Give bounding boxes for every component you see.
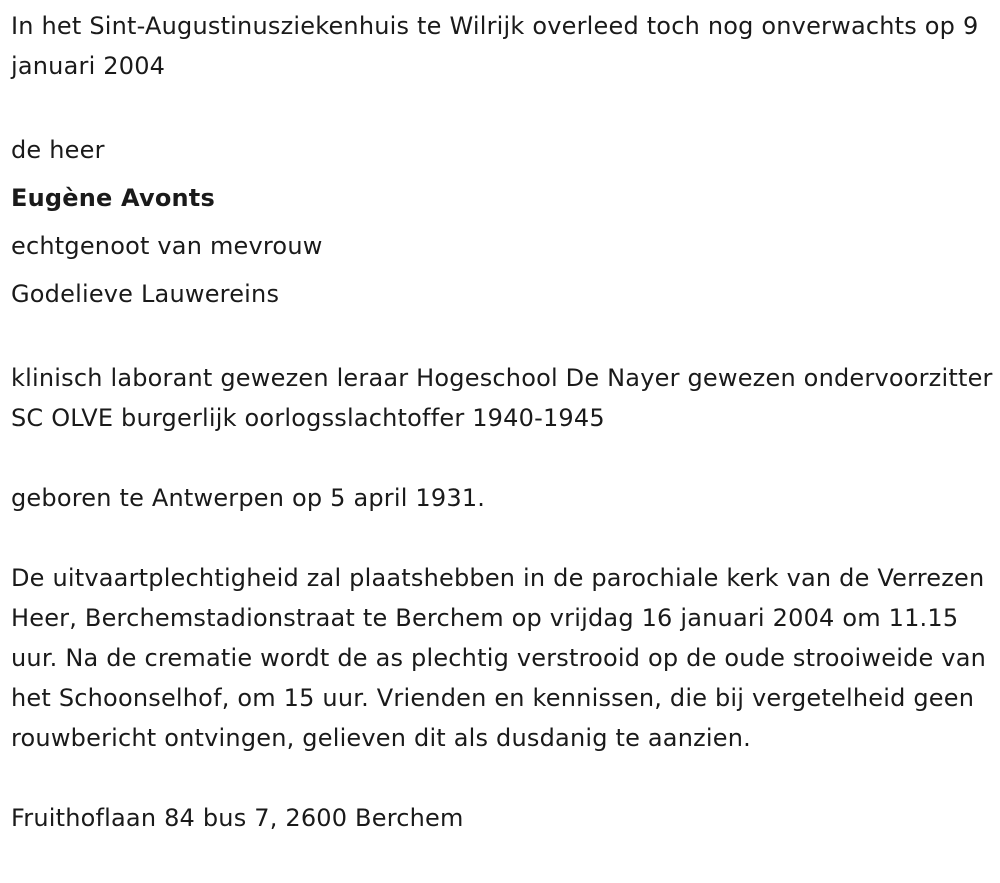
spacer [11, 758, 996, 798]
deceased-name: Eugène Avonts [11, 184, 215, 212]
spacer [11, 518, 996, 558]
spouse-name: Godelieve Lauwereins [11, 280, 280, 308]
address-text: Fruithoflaan 84 bus 7, 2600 Berchem [11, 804, 464, 832]
intro-text: In het Sint-Augustinusziekenhuis te Wilrijk overleed toch nog onverwachts op 9 januari 2004 [11, 12, 979, 80]
title-prefix: de heer [11, 136, 105, 164]
birth-text: geboren te Antwerpen op 5 april 1931. [11, 484, 486, 512]
spouse-label: echtgenoot van mevrouw [11, 232, 323, 260]
ceremony-text: De uitvaartplechtigheid zal plaatshebben in de parochiale kerk van de Verrezen Heer, Berchemstadionstraat te Berchem op vrijdag 16 januari 2004 om 11.15 uur. Na de crematie wordt de as plechtig verstrooid op de oude strooiweide van het Schoonselhof, om 15 uur. Vrienden en kennissen, die bij vergetelheid geen rouwbericht ontvingen, gelieven dit als dusdanig te aanzien. [11, 564, 987, 752]
spacer [11, 318, 996, 358]
spacer [11, 438, 996, 478]
spacer [11, 86, 996, 126]
occupation-text: klinisch laborant gewezen leraar Hogeschool De Nayer gewezen ondervoorzitter SC OLVE burgerlijk oorlogsslachtoffer 1940-1945 [11, 364, 993, 432]
obituary-notice [11, 6, 996, 838]
